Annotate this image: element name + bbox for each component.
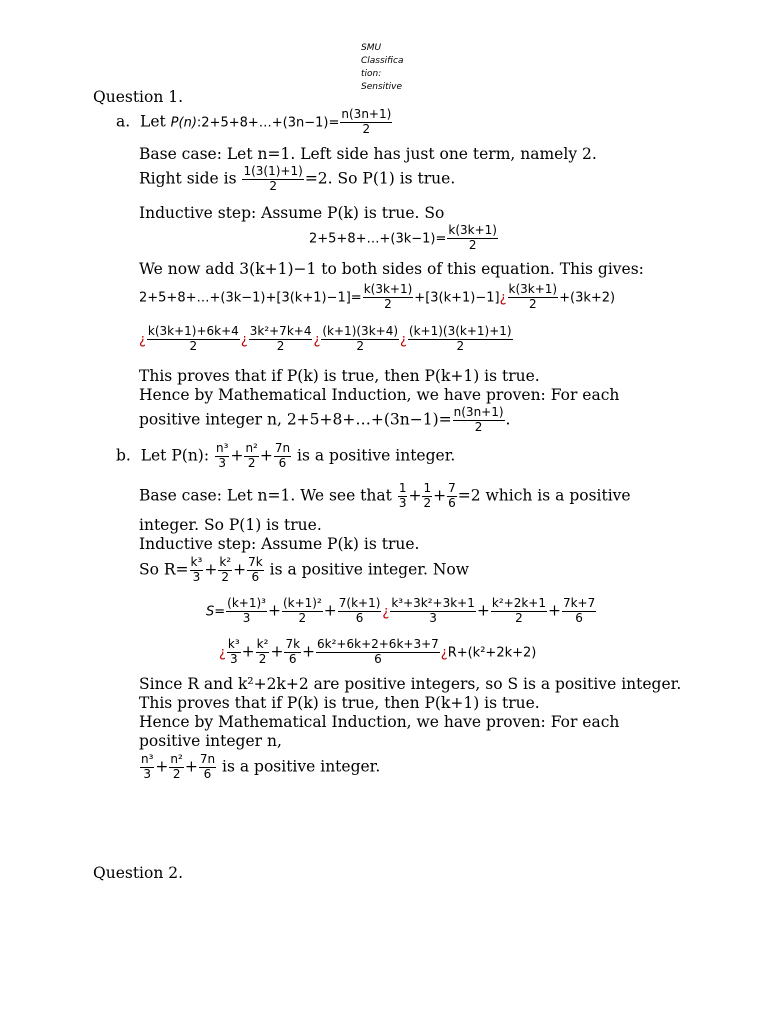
part-a-statement bbox=[116, 108, 393, 137]
part-a-sum: :2+5+8+…+(3n−1)= bbox=[196, 115, 340, 131]
part-b-marker: b. bbox=[116, 446, 131, 465]
part-a-base-case: Base case: Let n=1. Left side has just one term, namely 2. bbox=[139, 145, 597, 163]
classification-label bbox=[361, 42, 403, 94]
part-b-r-definition: So R= $\frac{\text{k³}}{3}$ + $\frac{\text{k²}}{2}$ + $\frac{7k}{6}$ is a positive integer. Now bbox=[139, 555, 469, 584]
part-a-fraction: $\frac{n(3n+1)}{2}$ bbox=[341, 107, 392, 136]
part-a-let: Let bbox=[140, 112, 166, 131]
part-a-derivation-line-1: 2+5+8+…+(3k−1)+[3(k+1)−1]= $\frac{k(3k+1)}{2}$ +[3(k+1)−1]¿ $\frac{k(3k+1)}{2}$ +(3k+2) bbox=[139, 282, 616, 311]
part-a-hypothesis-equation: 2+5+8+…+(3k−1)= $\frac{k(3k+1)}{2}$ bbox=[309, 223, 497, 252]
part-b-proves: This proves that if P(k) is true, then P(k+1) is true. bbox=[139, 694, 540, 712]
part-b-conclusion: $\frac{\text{n³}}{3}$ + $\frac{\text{n²}}{2}$ + $\frac{7n}{6}$ is a positive integer. bbox=[141, 752, 381, 781]
part-b-s-line-1: S= $\frac{\text{(k+1)³}}{3}$ + $\frac{\text{(k+1)²}}{2}$ + $\frac{7(k+1)}{6}$ ¿ $\frac{\text{k³+3k²+3k+1}}{3}$ + $\frac{\text{k²+2k+1}}{2}$ + $\frac{7k+7}{6}$ bbox=[206, 596, 596, 625]
right-side-fraction: $\frac{1(3(1)+1)}{2}$ bbox=[243, 164, 303, 193]
part-a-derivation-line-2: ¿ $\frac{k(3k+1)+6k+4}{2}$ ¿ $\frac{\text{3k²+7k+4}}{2}$ ¿ $\frac{(k+1)(3k+4)}{2}$ ¿ $\frac{(k+1)(3(k+1)+1)}{2}$ bbox=[139, 324, 512, 353]
part-a-marker: a. bbox=[116, 112, 131, 131]
part-b-inductive-step: Inductive step: Assume P(k) is true. bbox=[139, 535, 420, 553]
classification-line-1: SMU bbox=[361, 43, 382, 53]
part-b-statement: b. Let P(n): $\frac{\text{n³}}{3}$ + $\frac{\text{n²}}{2}$ + $\frac{7n}{6}$ is a positive integer. bbox=[116, 441, 456, 470]
part-b-positive-integer: positive integer n, bbox=[139, 732, 282, 750]
question-2-title: Question 2. bbox=[93, 864, 184, 882]
part-a-inductive-step: Inductive step: Assume P(k) is true. So bbox=[139, 204, 445, 222]
part-b-base-case: Base case: Let n=1. We see that $\frac{1}{3}$ + $\frac{1}{2}$ + $\frac{7}{6}$ =2 which is a positive bbox=[139, 481, 631, 510]
part-a-pn: P(n) bbox=[170, 115, 197, 131]
part-a-proves: This proves that if P(k) is true, then P(k+1) is true. bbox=[139, 367, 540, 385]
part-b-since: Since R and k²+2k+2 are positive integers, so S is a positive integer. bbox=[139, 675, 682, 693]
classification-line-3: tion: bbox=[361, 69, 382, 80]
classification-line-4: Sensitive bbox=[361, 82, 403, 93]
part-b-s-line-2: ¿ $\frac{\text{k³}}{3}$ + $\frac{\text{k²}}{2}$ + $\frac{7k}{6}$ + $\frac{\text{6k²+6k+2+6k+3+7}}{6}$ ¿R+(k²+2k+2) bbox=[219, 637, 537, 666]
part-a-right-side: Right side is $\frac{1(3(1)+1)}{2}$ =2. So P(1) is true. bbox=[139, 164, 456, 193]
part-a-conclusion: positive integer n, 2+5+8+…+(3n−1)= $\frac{n(3n+1)}{2}$ . bbox=[139, 405, 511, 434]
classification-line-2: Classifica bbox=[361, 56, 404, 67]
question-1-title: Question 1. bbox=[93, 88, 184, 106]
part-b-base-cont: integer. So P(1) is true. bbox=[139, 516, 322, 534]
part-a-add-text: We now add 3(k+1)−1 to both sides of this equation. This gives: bbox=[139, 260, 644, 278]
part-a-hence: Hence by Mathematical Induction, we have proven: For each bbox=[139, 386, 620, 404]
part-b-hence: Hence by Mathematical Induction, we have proven: For each bbox=[139, 713, 620, 731]
